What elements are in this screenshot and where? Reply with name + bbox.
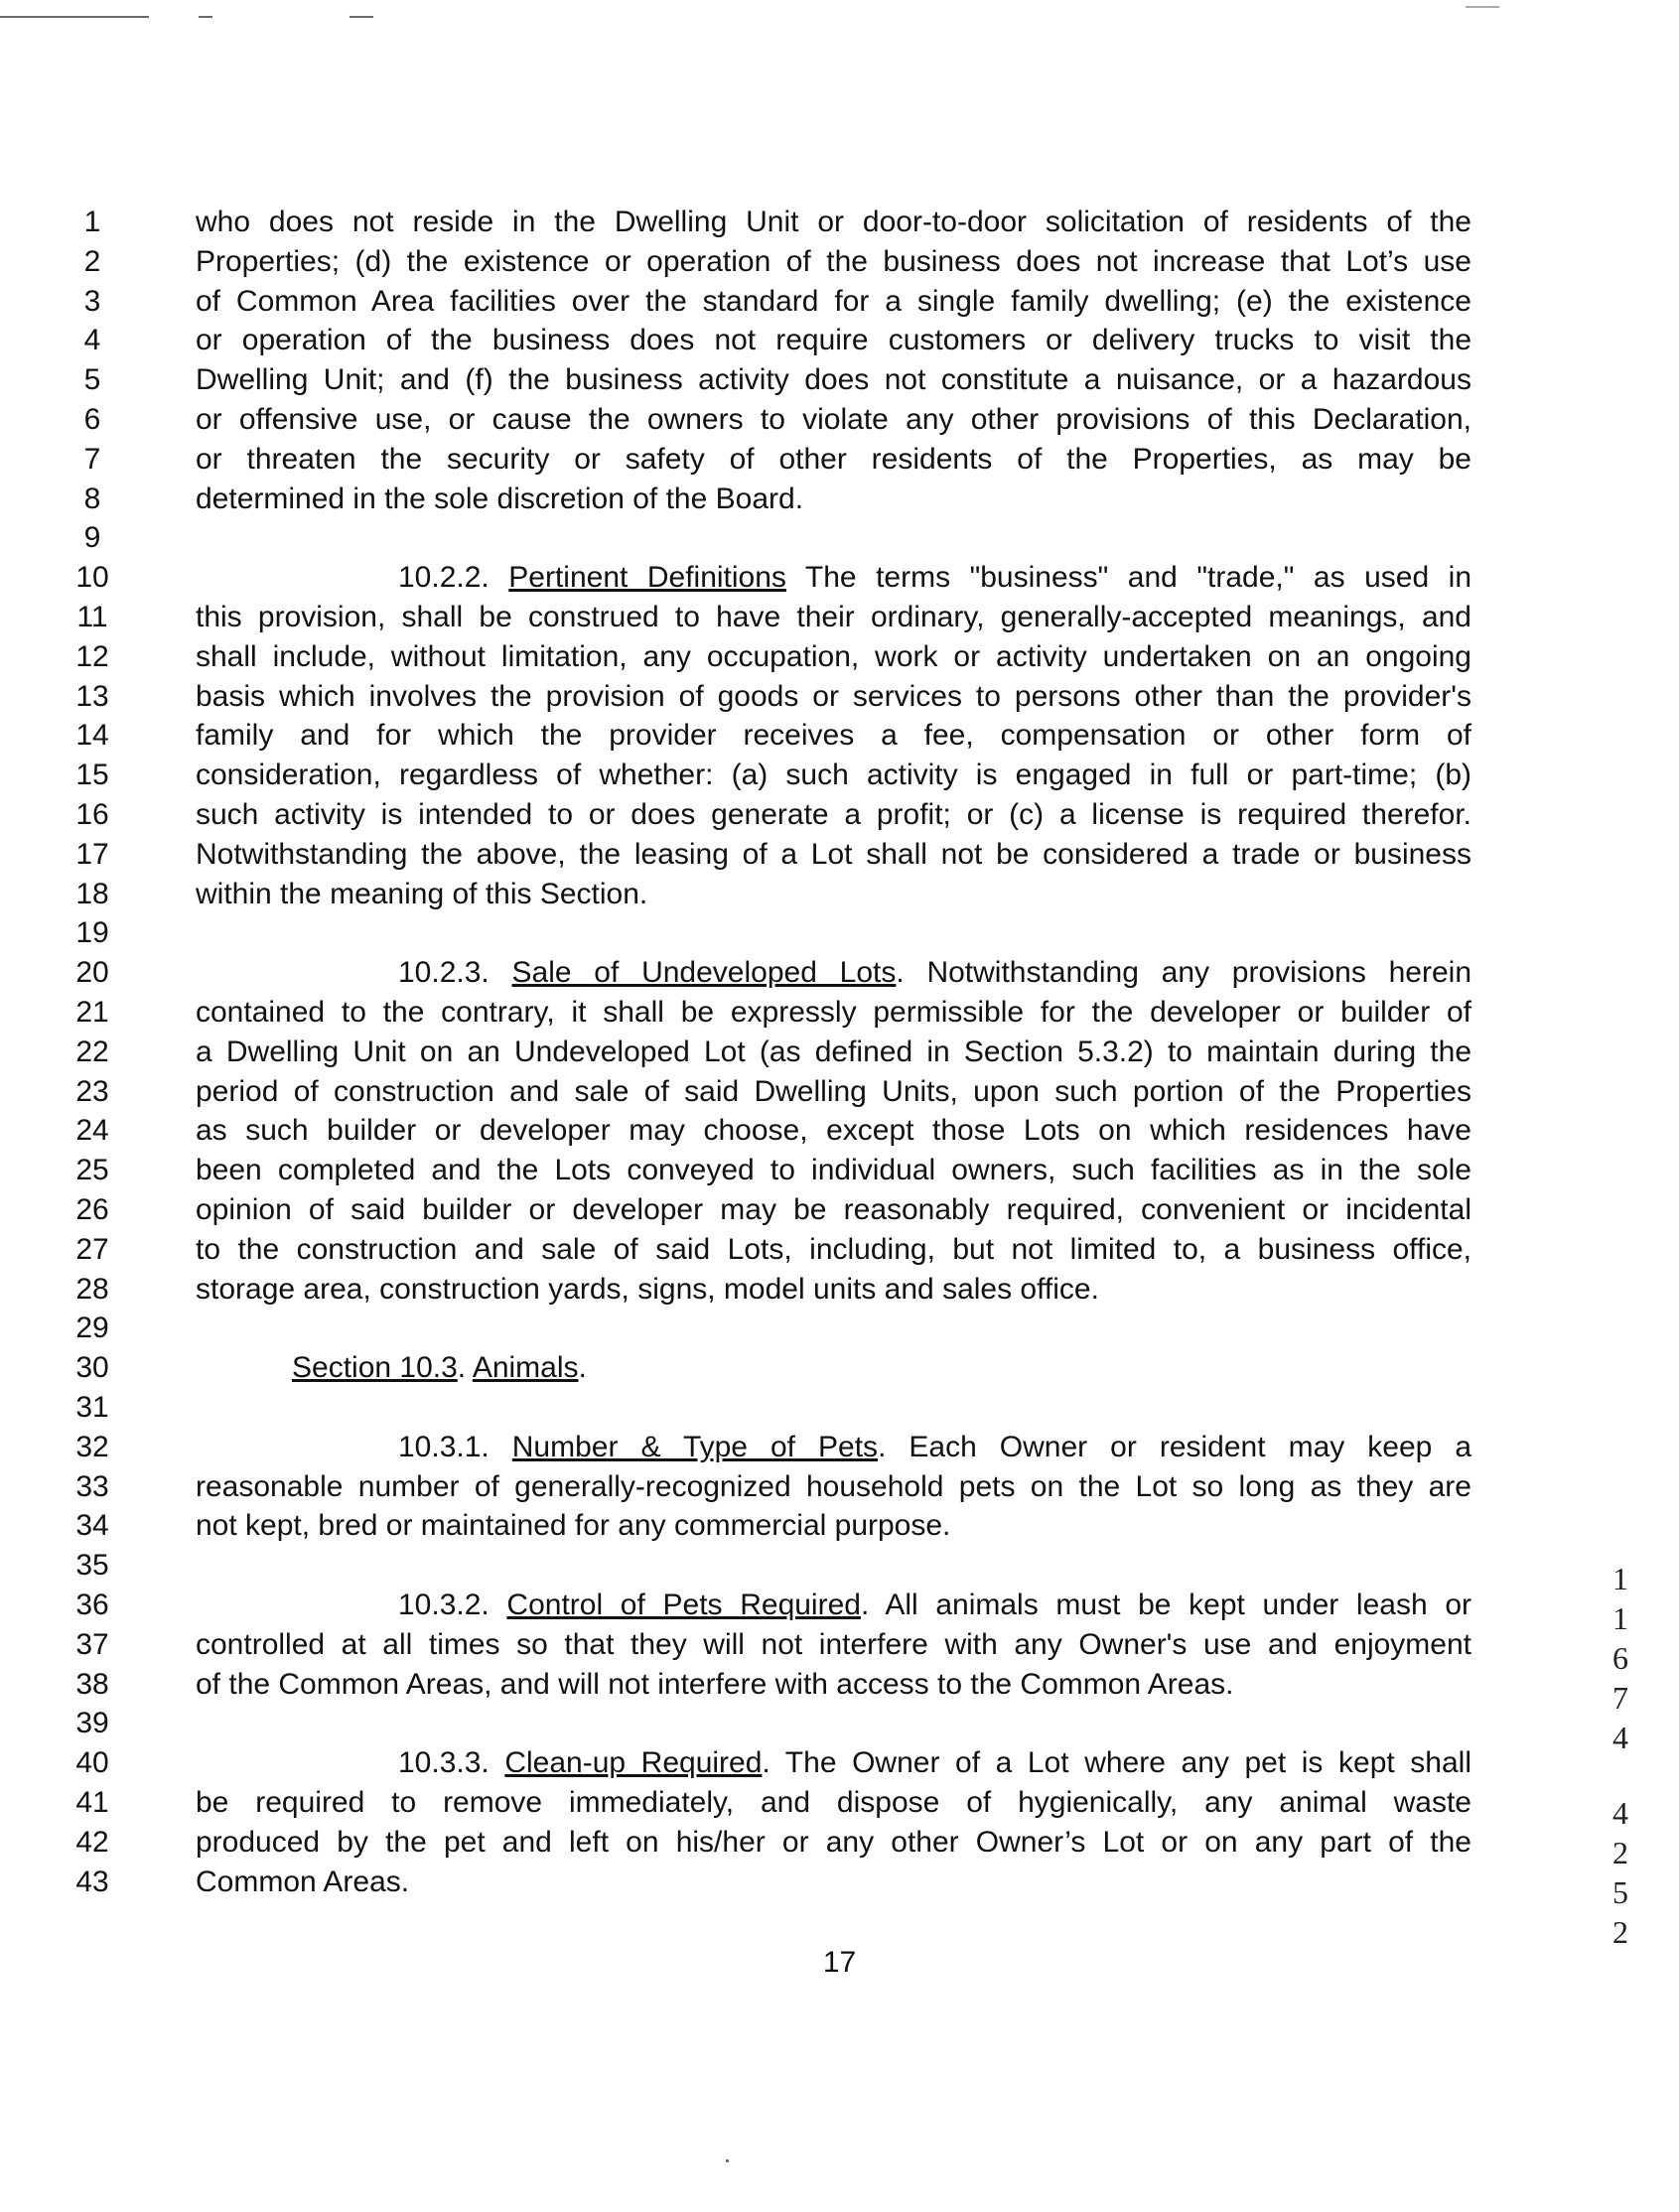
filing-digit: 4 xyxy=(1612,1720,1628,1755)
text-segment: Notwithstanding the above, the leasing of a Lot shall not be considered a trade or business xyxy=(196,838,1471,871)
filing-digit: 2 xyxy=(1612,1914,1628,1950)
text-segment: a Dwelling Unit on an Undeveloped Lot (as defined in Section 5.3.2) to maintain during the xyxy=(196,1036,1471,1068)
text-line xyxy=(196,442,1471,478)
text-line xyxy=(196,877,1471,912)
line-number: 8 xyxy=(83,483,101,515)
text-line xyxy=(196,362,1471,398)
text-segment: . The Owner of a Lot where any pet is kept shall xyxy=(762,1746,1472,1779)
filing-digit: 2 xyxy=(1612,1835,1628,1870)
text-line xyxy=(196,1825,1471,1861)
line-number: 26 xyxy=(75,1193,109,1226)
underlined-caption: Section 10.3 xyxy=(292,1351,458,1384)
underlined-caption: Control of Pets Required xyxy=(506,1589,861,1621)
text-segment: basis which involves the provision of goods or services to persons other than the provider's xyxy=(196,680,1471,713)
line-number: 9 xyxy=(83,521,101,554)
line-number: 19 xyxy=(75,916,109,949)
line-number: 15 xyxy=(75,759,109,791)
line-number: 5 xyxy=(83,363,101,396)
text-segment: within the meaning of this Section. xyxy=(196,878,648,910)
text-segment: 10.3.1. xyxy=(398,1431,512,1463)
section-heading xyxy=(196,1350,1471,1386)
line-number: 1 xyxy=(83,206,101,238)
text-segment: storage area, construction yards, signs, model units and sales office. xyxy=(196,1273,1099,1306)
underlined-caption: Clean-up Required xyxy=(504,1746,763,1779)
text-segment: Dwelling Unit; and (f) the business activity does not constitute a nuisance, or a hazardous xyxy=(196,363,1471,396)
text-segment: who does not reside in the Dwelling Unit or door-to-door solicitation of residents of the xyxy=(196,206,1471,238)
text-segment: . xyxy=(457,1351,473,1384)
text-line xyxy=(196,323,1471,358)
line-number: 10 xyxy=(75,561,109,594)
text-segment: or threaten the security or safety of other residents of the Properties, as may be xyxy=(196,443,1471,476)
filing-digit: 7 xyxy=(1612,1680,1628,1716)
line-number: 13 xyxy=(75,680,109,713)
text-line xyxy=(196,244,1471,280)
text-segment: Common Areas. xyxy=(196,1866,410,1898)
line-number: 27 xyxy=(75,1233,109,1266)
underlined-caption: Sale of Undeveloped Lots xyxy=(511,956,897,989)
line-number: 30 xyxy=(75,1351,109,1384)
text-segment: to the construction and sale of said Lots, including, but not limited to, a business office, xyxy=(196,1233,1471,1266)
scan-speck xyxy=(726,2159,729,2162)
text-line xyxy=(196,1153,1471,1188)
line-number: 17 xyxy=(75,838,109,871)
line-number: 7 xyxy=(83,443,101,476)
line-number: 34 xyxy=(75,1509,109,1542)
line-number: 14 xyxy=(75,719,109,752)
text-segment: family and for which the provider receives a fee, compensation or other form of xyxy=(196,719,1471,752)
line-number: 2 xyxy=(83,245,101,278)
filing-digit: 1 xyxy=(1612,1600,1628,1636)
line-number: 25 xyxy=(75,1154,109,1186)
text-line xyxy=(196,600,1471,635)
text-segment: or offensive use, or cause the owners to violate any other provisions of this Declaration, xyxy=(196,403,1471,436)
line-number: 20 xyxy=(75,956,109,989)
line-number: 4 xyxy=(83,324,101,356)
text-line xyxy=(196,1430,1471,1465)
text-line xyxy=(196,995,1471,1031)
text-line xyxy=(196,1588,1471,1623)
text-segment: produced by the pet and left on his/her or any other Owner’s Lot or on any part of the xyxy=(196,1826,1471,1859)
text-segment: controlled at all times so that they will not interfere with any Owner's use and enjoyment xyxy=(196,1628,1471,1661)
text-segment: or operation of the business does not require customers or delivery trucks to visit the xyxy=(196,324,1471,356)
text-line xyxy=(196,797,1471,833)
text-segment: as such builder or developer may choose, except those Lots on which residences have xyxy=(196,1114,1471,1147)
text-line xyxy=(196,639,1471,675)
text-segment: be required to remove immediately, and dispose of hygienically, any animal waste xyxy=(196,1786,1471,1819)
scan-artifact-top-left xyxy=(0,16,149,18)
line-number: 21 xyxy=(75,996,109,1029)
scan-artifact-top-mark xyxy=(199,16,212,18)
text-line xyxy=(196,1627,1471,1663)
text-line xyxy=(196,1508,1471,1544)
text-line xyxy=(196,758,1471,793)
filing-gap xyxy=(1606,1757,1635,1793)
text-line xyxy=(196,837,1471,873)
line-number: 24 xyxy=(75,1114,109,1147)
text-segment: of the Common Areas, and will not interfere with access to the Common Areas. xyxy=(196,1668,1234,1701)
text-line xyxy=(196,1272,1471,1308)
text-segment: The terms "business" and "trade," as used in xyxy=(785,561,1471,594)
text-line xyxy=(196,1035,1471,1070)
line-number: 6 xyxy=(83,403,101,436)
text-line xyxy=(196,284,1471,320)
text-segment: this provision, shall be construed to have their ordinary, generally-accepted meanings, and xyxy=(196,601,1471,633)
scan-artifact-top-right xyxy=(1466,6,1499,8)
text-line xyxy=(196,1074,1471,1110)
text-segment: contained to the contrary, it shall be expressly permissible for the developer or builder of xyxy=(196,996,1471,1029)
filing-digit: 6 xyxy=(1612,1640,1628,1676)
line-number: 40 xyxy=(75,1746,109,1779)
text-segment: shall include, without limitation, any occupation, work or activity undertaken on an ongoing xyxy=(196,640,1471,673)
text-line xyxy=(196,1745,1471,1781)
line-number: 39 xyxy=(75,1707,109,1739)
page-number: 17 xyxy=(822,1946,857,1979)
text-line xyxy=(196,1113,1471,1149)
text-segment: 10.2.2. xyxy=(398,561,509,594)
text-segment: consideration, regardless of whether: (a) such activity is engaged in full or part-time; (b) xyxy=(196,759,1471,791)
line-number: 43 xyxy=(75,1866,109,1898)
underlined-caption: Number & Type of Pets xyxy=(511,1431,879,1463)
line-number: 23 xyxy=(75,1075,109,1108)
line-number: 29 xyxy=(75,1312,109,1344)
filing-digit: 4 xyxy=(1612,1795,1628,1831)
line-number: 16 xyxy=(75,798,109,831)
filing-number-stamp xyxy=(1606,1559,1635,1952)
text-line xyxy=(196,1667,1471,1703)
line-number: 12 xyxy=(75,640,109,673)
text-segment: not kept, bred or maintained for any commercial purpose. xyxy=(196,1509,951,1542)
underlined-caption: Pertinent Definitions xyxy=(508,561,786,594)
text-line xyxy=(196,560,1471,596)
line-number: 41 xyxy=(75,1786,109,1819)
scan-artifact-top-mark-2 xyxy=(350,16,373,18)
text-line xyxy=(196,679,1471,715)
filing-digit: 1 xyxy=(1612,1561,1628,1596)
text-line xyxy=(196,1192,1471,1228)
line-number: 11 xyxy=(76,601,108,633)
text-line xyxy=(196,482,1471,517)
text-segment: 10.3.3. xyxy=(398,1746,505,1779)
line-number: 32 xyxy=(75,1431,109,1463)
text-segment: determined in the sole discretion of the Board. xyxy=(196,483,804,515)
text-segment: . xyxy=(578,1351,587,1384)
text-segment: of Common Area facilities over the standard for a single family dwelling; (e) the existence xyxy=(196,285,1471,318)
text-line xyxy=(196,1865,1471,1900)
text-segment: . All animals must be kept under leash or xyxy=(860,1589,1471,1621)
line-number: 38 xyxy=(75,1668,109,1701)
text-line xyxy=(196,1785,1471,1821)
line-number: 42 xyxy=(75,1826,109,1859)
text-segment: reasonable number of generally-recognized household pets on the Lot so long as they are xyxy=(196,1470,1471,1503)
text-line xyxy=(196,1232,1471,1268)
line-number: 22 xyxy=(75,1036,109,1068)
text-line xyxy=(196,205,1471,240)
line-number: 35 xyxy=(75,1549,109,1582)
text-line xyxy=(196,955,1471,991)
text-segment: . Each Owner or resident may keep a xyxy=(878,1431,1472,1463)
text-line xyxy=(196,1469,1471,1505)
line-number: 28 xyxy=(75,1273,109,1306)
line-number: 37 xyxy=(75,1628,109,1661)
text-segment: opinion of said builder or developer may be reasonably required, convenient or incidental xyxy=(196,1193,1471,1226)
underlined-caption: Animals xyxy=(472,1351,579,1384)
text-segment: 10.2.3. xyxy=(398,956,512,989)
line-number: 36 xyxy=(75,1589,109,1621)
filing-digit: 5 xyxy=(1612,1874,1628,1910)
text-line xyxy=(196,402,1471,438)
text-segment: . Notwithstanding any provisions herein xyxy=(896,956,1471,989)
text-segment: such activity is intended to or does generate a profit; or (c) a license is required therefor. xyxy=(196,798,1471,831)
line-number: 33 xyxy=(75,1470,109,1503)
line-number: 18 xyxy=(75,878,109,910)
text-segment: period of construction and sale of said Dwelling Units, upon such portion of the Properties xyxy=(196,1075,1471,1108)
text-segment: 10.3.2. xyxy=(398,1589,507,1621)
line-number: 3 xyxy=(83,285,101,318)
text-segment: been completed and the Lots conveyed to individual owners, such facilities as in the sole xyxy=(196,1154,1471,1186)
line-number: 31 xyxy=(75,1391,109,1424)
text-line xyxy=(196,718,1471,754)
text-segment: Properties; (d) the existence or operation of the business does not increase that Lot’s use xyxy=(196,245,1471,278)
